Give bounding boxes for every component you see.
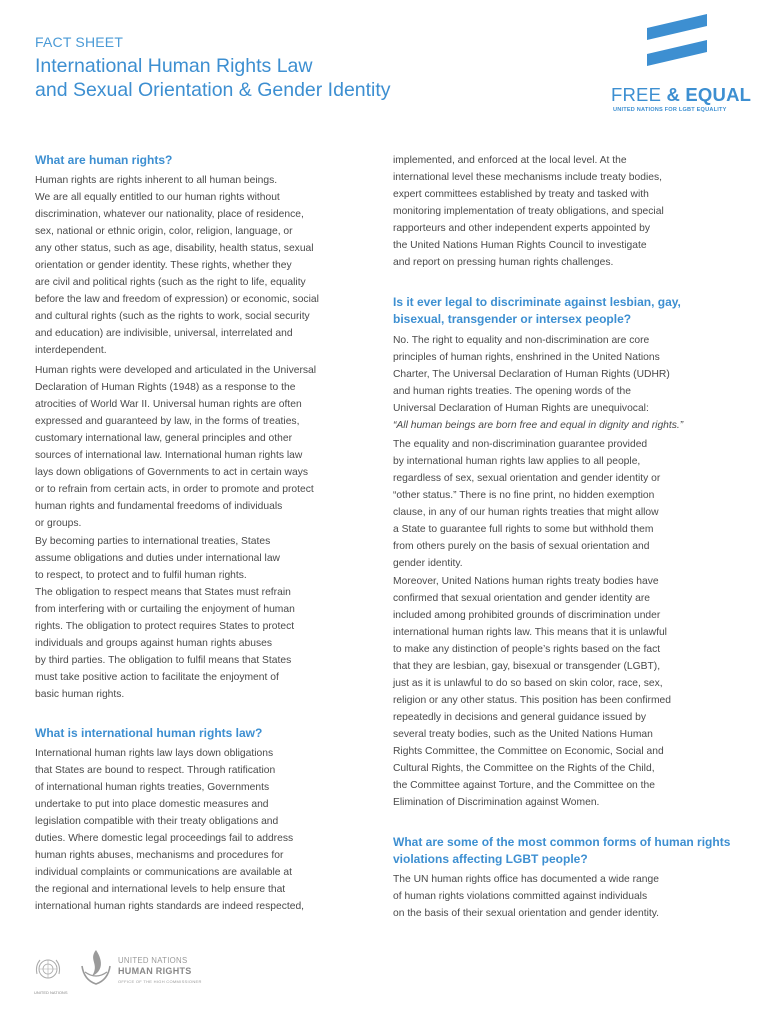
text-line: or groups. bbox=[35, 518, 82, 529]
text-line: rapporteurs and other independent experts appointed by bbox=[393, 223, 651, 234]
text-line: are civil and political rights (such as the right to life, equality bbox=[35, 277, 306, 288]
text-line: expert committees established by treaty and tasked with bbox=[393, 189, 649, 200]
text-line: must take positive action to facilitate the enjoyment of bbox=[35, 672, 279, 683]
text-line: basic human rights. bbox=[35, 689, 125, 700]
text-line: international level these mechanisms include treaty bodies, bbox=[393, 172, 663, 183]
text-line: discrimination, whatever our nationality, place of residence, bbox=[35, 209, 304, 220]
text-line: regardless of sex, sexual orientation and gender identity or bbox=[393, 473, 661, 484]
heading-international-law: What is international human rights law? bbox=[35, 726, 263, 740]
footer-logos bbox=[30, 946, 250, 1001]
text-line: of international human rights treaties, Governments bbox=[35, 782, 270, 793]
text-line: the Committee against Torture, and the Committee on the bbox=[393, 780, 655, 791]
text-line: any other status, such as age, disability, health status, sexual bbox=[35, 243, 314, 254]
text-line: undertake to put into place domestic measures and bbox=[35, 799, 269, 810]
text-line: and education) are indivisible, universal, interrelated and bbox=[35, 328, 293, 339]
text-line: gender identity. bbox=[393, 558, 463, 569]
text-line: by international human rights law applies to all people, bbox=[393, 456, 641, 467]
text-line: of human rights violations committed against individuals bbox=[393, 891, 648, 902]
text-line: expressed and guaranteed by law, in the forms of treaties, bbox=[35, 416, 300, 427]
text-line: We are all equally entitled to our human rights without bbox=[35, 192, 280, 203]
un-label: UNITED NATIONS bbox=[34, 990, 68, 995]
text-line: repeatedly in decisions and general guidance issued by bbox=[393, 712, 647, 723]
text-line: and report on pressing human rights challenges. bbox=[393, 257, 614, 268]
paragraph bbox=[393, 152, 664, 271]
text-line: atrocities of World War II. Universal human rights are often bbox=[35, 399, 302, 410]
ohchr-name-line-1: UNITED NATIONS bbox=[118, 956, 188, 965]
text-line: individual complaints or communications are available at bbox=[35, 867, 292, 878]
text-line: Elimination of Discrimination against Women. bbox=[393, 797, 600, 808]
text-line: that they are lesbian, gay, bisexual or transgender (LGBT), bbox=[393, 661, 661, 672]
paragraph bbox=[393, 436, 660, 572]
paragraph bbox=[35, 172, 319, 359]
page-title bbox=[35, 54, 391, 102]
text-line: sources of international law. International human rights law bbox=[35, 450, 303, 461]
text-line: implemented, and enforced at the local level. At the bbox=[393, 155, 627, 166]
text-line: Human rights are rights inherent to all human beings. bbox=[35, 175, 278, 186]
text-line: interdependent. bbox=[35, 345, 107, 356]
title-line-2: and Sexual Orientation & Gender Identity bbox=[35, 79, 391, 101]
text-line: duties. Where domestic legal proceedings fail to address bbox=[35, 833, 294, 844]
fact-sheet-label: FACT SHEET bbox=[35, 34, 124, 50]
paragraph bbox=[35, 362, 316, 532]
text-line: By becoming parties to international treaties, States bbox=[35, 536, 271, 547]
paragraph bbox=[393, 332, 683, 434]
text-line: Declaration of Human Rights (1948) as a response to the bbox=[35, 382, 296, 393]
logo-brand: FREE & EQUAL bbox=[611, 84, 752, 105]
text-line: The UN human rights office has documented a wide range bbox=[393, 874, 659, 885]
heading-common-violations: What are some of the most common forms of human rights violations affecting LGBT people? bbox=[393, 835, 731, 866]
text-line: legislation compatible with their treaty obligations and bbox=[35, 816, 279, 827]
text-line: international human rights standards are indeed respected, bbox=[35, 901, 305, 912]
text-line: that States are bound to respect. Through ratification bbox=[35, 765, 276, 776]
text-line: monitoring implementation of treaty obligations, and special bbox=[393, 206, 664, 217]
title-line-1: International Human Rights Law bbox=[35, 55, 313, 77]
text-line: assume obligations and duties under international law bbox=[35, 553, 280, 564]
text-line: by third parties. The obligation to fulfil means that States bbox=[35, 655, 292, 666]
text-line: human rights abuses, mechanisms and procedures for bbox=[35, 850, 284, 861]
text-line: the United Nations Human Rights Council to investigate bbox=[393, 240, 647, 251]
text-line: or to refrain from certain acts, in order to promote and protect bbox=[35, 484, 314, 495]
text-line: The equality and non-discrimination guarantee provided bbox=[393, 439, 648, 450]
udhr-quote: “All human beings are born free and equal in dignity and rights.” bbox=[393, 420, 684, 431]
text-line: lays down obligations of Governments to act in certain ways bbox=[35, 467, 309, 478]
text-line: the regional and international levels to help ensure that bbox=[35, 884, 286, 895]
text-line: just as it is unlawful to do so based on skin color, race, sex, bbox=[393, 678, 663, 689]
text-line: before the law and freedom of expression) or economic, social bbox=[35, 294, 319, 305]
un-emblem-icon bbox=[34, 956, 62, 986]
text-line: human rights and fundamental freedoms of individuals bbox=[35, 501, 283, 512]
text-line: and cultural rights (such as the rights to work, social security bbox=[35, 311, 310, 322]
text-line: sex, national or ethnic origin, color, religion, language, or bbox=[35, 226, 293, 237]
heading-what-are-human-rights: What are human rights? bbox=[35, 153, 173, 167]
text-line: several treaty bodies, such as the United Nations Human bbox=[393, 729, 653, 740]
paragraph bbox=[393, 871, 659, 922]
text-line: included among prohibited grounds of discrimination under bbox=[393, 610, 661, 621]
text-line: confirmed that sexual orientation and gender identity are bbox=[393, 593, 651, 604]
text-line: to respect, to protect and to fulfil human rights. bbox=[35, 570, 247, 581]
paragraph bbox=[35, 745, 304, 915]
text-line: international human rights law. This means that it is unlawful bbox=[393, 627, 667, 638]
text-line: Human rights were developed and articulated in the Universal bbox=[35, 365, 317, 376]
ohchr-name-line-3: OFFICE OF THE HIGH COMMISSIONER bbox=[118, 979, 202, 984]
ohchr-name-line-2: HUMAN RIGHTS bbox=[118, 966, 192, 976]
paragraph bbox=[35, 533, 295, 703]
text-line: on the basis of their sexual orientation and gender identity. bbox=[393, 908, 659, 919]
text-line: No. The right to equality and non-discrimination are core bbox=[393, 335, 650, 346]
text-line: to make any distinction of people’s rights based on the fact bbox=[393, 644, 661, 655]
text-line: Cultural Rights, the Committee on the Rights of the Child, bbox=[393, 763, 655, 774]
text-line: principles of human rights, enshrined in the United Nations bbox=[393, 352, 660, 363]
free-and-equal-logo bbox=[605, 14, 755, 124]
text-line: from others purely on the basis of sexual orientation and bbox=[393, 541, 650, 552]
logo-tagline: UNITED NATIONS FOR LGBT EQUALITY bbox=[613, 107, 727, 113]
text-line: Rights Committee, the Committee on Economic, Social and bbox=[393, 746, 664, 757]
text-line: International human rights law lays down obligations bbox=[35, 748, 274, 759]
text-line: Charter, The Universal Declaration of Human Rights (UDHR) bbox=[393, 369, 670, 380]
text-line: individuals and groups against human rights abuses bbox=[35, 638, 272, 649]
text-line: The obligation to respect means that States must refrain bbox=[35, 587, 291, 598]
text-line: and human rights treaties. The opening words of the bbox=[393, 386, 631, 397]
ohchr-flame-icon bbox=[78, 946, 114, 988]
text-line: Moreover, United Nations human rights treaty bodies have bbox=[393, 576, 659, 587]
text-line: Universal Declaration of Human Rights are unequivocal: bbox=[393, 403, 649, 414]
text-line: rights. The obligation to protect requires States to protect bbox=[35, 621, 295, 632]
text-line: religion or any other status. This position has been confirmed bbox=[393, 695, 671, 706]
text-line: a State to guarantee full rights to some but withhold them bbox=[393, 524, 654, 535]
text-line: clause, in any of our human rights treaties that might allow bbox=[393, 507, 659, 518]
paragraph bbox=[393, 573, 671, 811]
text-line: “other status.” There is no fine print, no hidden exemption bbox=[393, 490, 655, 501]
heading-legal-to-discriminate: Is it ever legal to discriminate against lesbian, gay, bisexual, transgender or intersex people? bbox=[393, 295, 681, 326]
text-line: customary international law, general principles and other bbox=[35, 433, 292, 444]
text-line: from interfering with or curtailing the enjoyment of human bbox=[35, 604, 295, 615]
equal-sign-icon bbox=[647, 14, 717, 74]
text-line: orientation or gender identity. These rights, whether they bbox=[35, 260, 292, 271]
